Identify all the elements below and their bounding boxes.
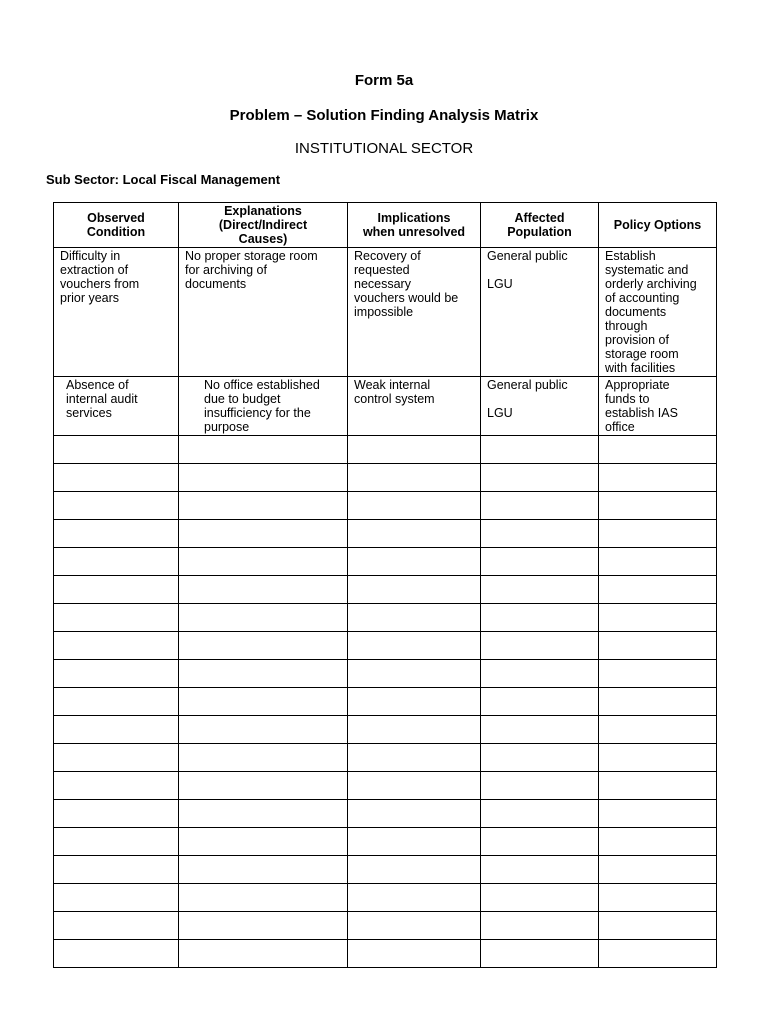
empty-table-cell [599,912,717,940]
empty-table-cell [599,576,717,604]
empty-table-cell [481,940,599,968]
empty-table-cell [481,772,599,800]
empty-table-cell [54,632,179,660]
empty-table-cell [348,688,481,716]
empty-table-cell [54,660,179,688]
empty-table-cell [481,828,599,856]
empty-table-cell [481,884,599,912]
table-cell: Establish systematic and orderly archiving of accounting documents through provision of storage room with facilities [599,248,717,377]
empty-table-cell [179,492,348,520]
empty-table-cell [599,604,717,632]
empty-table-cell [179,744,348,772]
empty-table-cell [599,436,717,464]
empty-table-cell [179,688,348,716]
empty-table-cell [481,688,599,716]
empty-table-cell [481,436,599,464]
analysis-matrix-table [53,202,717,968]
empty-table-cell [348,632,481,660]
empty-table-cell [481,492,599,520]
empty-table-row [54,604,717,632]
empty-table-cell [348,828,481,856]
empty-table-cell [179,800,348,828]
empty-table-cell [348,604,481,632]
empty-table-cell [599,548,717,576]
empty-table-cell [179,436,348,464]
empty-table-cell [179,660,348,688]
table-cell: No proper storage room for archiving of documents [179,248,348,377]
table-cell: Absence of internal audit services [54,377,179,436]
empty-table-cell [54,828,179,856]
empty-table-cell [54,856,179,884]
empty-table-cell [179,520,348,548]
empty-table-row [54,464,717,492]
empty-table-cell [348,436,481,464]
empty-table-cell [54,604,179,632]
empty-table-cell [54,940,179,968]
sub-sector-label: Sub Sector: Local Fiscal Management [46,172,281,187]
empty-table-cell [179,548,348,576]
empty-table-cell [481,576,599,604]
empty-table-cell [54,884,179,912]
table-row [54,248,717,377]
empty-table-row [54,940,717,968]
empty-table-cell [348,772,481,800]
empty-table-cell [54,520,179,548]
empty-table-cell [179,856,348,884]
empty-table-cell [599,940,717,968]
empty-table-cell [599,688,717,716]
empty-table-cell [348,660,481,688]
table-cell: Recovery of requested necessary vouchers would be impossible [348,248,481,377]
empty-table-row [54,800,717,828]
empty-table-cell [481,464,599,492]
empty-table-cell [481,520,599,548]
empty-table-cell [54,912,179,940]
empty-table-row [54,548,717,576]
empty-table-cell [481,912,599,940]
empty-table-cell [348,576,481,604]
empty-table-row [54,716,717,744]
form-number: Form 5a [354,72,414,89]
empty-table-cell [179,940,348,968]
empty-table-cell [599,800,717,828]
empty-table-row [54,436,717,464]
empty-table-cell [481,744,599,772]
empty-table-cell [348,464,481,492]
empty-table-cell [481,800,599,828]
empty-table-row [54,828,717,856]
empty-table-cell [348,856,481,884]
empty-table-cell [54,688,179,716]
empty-table-cell [179,464,348,492]
header-explanations: Explanations (Direct/Indirect Causes) [179,203,348,248]
empty-table-cell [54,436,179,464]
empty-table-cell [179,884,348,912]
empty-table-row [54,884,717,912]
empty-table-cell [599,464,717,492]
table-cell: Difficulty in extraction of vouchers from prior years [54,248,179,377]
empty-table-row [54,632,717,660]
empty-table-cell [481,716,599,744]
sector-heading: INSTITUTIONAL SECTOR [294,140,474,157]
empty-table-row [54,744,717,772]
empty-table-cell [348,492,481,520]
empty-table-cell [348,520,481,548]
table-cell: General public LGU [481,248,599,377]
empty-table-row [54,856,717,884]
empty-table-cell [599,884,717,912]
empty-table-cell [348,800,481,828]
empty-table-row [54,492,717,520]
empty-table-cell [179,772,348,800]
empty-table-row [54,912,717,940]
empty-table-cell [348,884,481,912]
empty-table-cell [179,604,348,632]
empty-table-cell [481,548,599,576]
empty-table-cell [599,520,717,548]
empty-table-row [54,660,717,688]
empty-table-cell [599,492,717,520]
empty-table-cell [54,464,179,492]
empty-table-cell [54,576,179,604]
empty-table-cell [179,576,348,604]
empty-table-row [54,772,717,800]
empty-table-cell [599,660,717,688]
empty-table-row [54,688,717,716]
header-observed-condition: Observed Condition [54,203,179,248]
empty-table-cell [54,744,179,772]
empty-table-row [54,576,717,604]
table-cell: Appropriate funds to establish IAS office [599,377,717,436]
empty-table-cell [348,548,481,576]
empty-table-cell [179,716,348,744]
table-row [54,377,717,436]
header-implications: Implications when unresolved [348,203,481,248]
empty-table-cell [599,828,717,856]
empty-table-cell [599,716,717,744]
empty-table-cell [179,828,348,856]
empty-table-cell [599,632,717,660]
empty-table-cell [54,716,179,744]
empty-table-cell [481,856,599,884]
document-title: Problem – Solution Finding Analysis Matrix [229,107,539,124]
empty-table-cell [54,492,179,520]
table-cell: No office established due to budget insufficiency for the purpose [179,377,348,436]
table-header-row [54,203,717,248]
empty-table-cell [348,716,481,744]
header-policy-options: Policy Options [599,203,717,248]
empty-table-cell [348,744,481,772]
empty-table-cell [179,912,348,940]
empty-table-cell [348,912,481,940]
table-cell: General public LGU [481,377,599,436]
empty-table-cell [481,604,599,632]
empty-table-cell [599,856,717,884]
empty-table-cell [54,772,179,800]
header-affected-population: Affected Population [481,203,599,248]
empty-table-cell [54,800,179,828]
empty-table-cell [54,548,179,576]
empty-table-cell [179,632,348,660]
table-cell: Weak internal control system [348,377,481,436]
empty-table-cell [481,660,599,688]
empty-table-row [54,520,717,548]
empty-table-cell [599,772,717,800]
empty-table-cell [348,940,481,968]
empty-table-cell [599,744,717,772]
empty-table-cell [481,632,599,660]
